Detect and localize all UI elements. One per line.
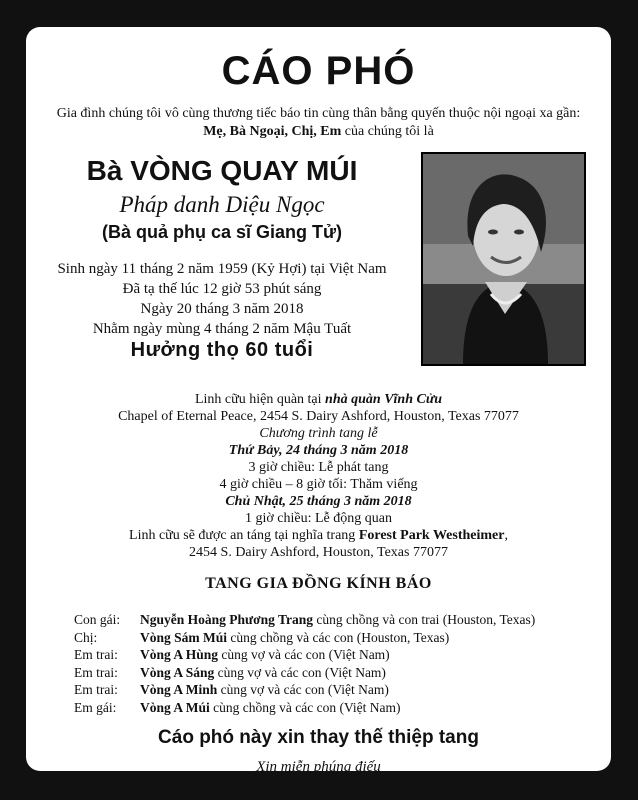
lunar-date: Nhằm ngày mùng 4 tháng 2 năm Mậu Tuất bbox=[92, 321, 352, 337]
list-item bbox=[74, 646, 535, 664]
page-title: CÁO PHÓ bbox=[221, 49, 416, 93]
relative-detail: cùng chồng và các con (Việt Nam) bbox=[209, 699, 401, 715]
passing-time: Đã tạ thế lúc 12 giờ 53 phút sáng bbox=[122, 281, 322, 297]
day2-event-1: 1 giờ chiều: Lễ động quan bbox=[245, 511, 392, 526]
day1-event-1: 3 giờ chiều: Lễ phát tang bbox=[248, 460, 389, 475]
relatives-list bbox=[74, 611, 535, 716]
program-title: Chương trình tang lễ bbox=[259, 426, 378, 441]
relative-detail: cùng vợ và các con (Việt Nam) bbox=[217, 682, 389, 697]
relative-detail: cùng vợ và các con (Việt Nam) bbox=[218, 647, 390, 662]
list-item bbox=[74, 611, 535, 629]
passing-date: Ngày 20 tháng 3 năm 2018 bbox=[140, 301, 304, 317]
day1-event-2: 4 giờ chiều – 8 giờ tối: Thăm viếng bbox=[219, 477, 418, 492]
dharma-name: Pháp danh Diệu Ngọc bbox=[119, 192, 325, 217]
relation-label: Em trai: bbox=[74, 647, 118, 662]
intro-text bbox=[26, 105, 611, 141]
closing-statement: Cáo phó này xin thay thế thiệp tang bbox=[158, 727, 479, 748]
day2-date: Chủ Nhật, 25 tháng 3 năm 2018 bbox=[225, 494, 412, 509]
relative-detail: cùng vợ và các con (Việt Nam) bbox=[214, 664, 386, 680]
relation-label: Em trai: bbox=[74, 682, 118, 697]
intro-line-1: Gia đình chúng tôi vô cùng thương tiếc báo tin cùng thân bằng quyến thuộc nội ngoại xa gần: bbox=[56, 106, 581, 121]
deceased-name: Bà VÒNG QUAY MÚI bbox=[86, 155, 358, 186]
relative-name: Vòng A Sáng bbox=[140, 664, 215, 680]
viewing-location-prefix: Linh cữu hiện quàn tại bbox=[194, 392, 326, 407]
relation-label: Con gái: bbox=[74, 612, 121, 627]
intro-line-2 bbox=[26, 123, 611, 141]
relation-label: Chị: bbox=[74, 629, 98, 645]
relative-name: Nguyễn Hoàng Phương Trang bbox=[140, 612, 313, 627]
relative-detail: cùng chồng và các con (Houston, Texas) bbox=[227, 629, 450, 645]
family-announcement: TANG GIA ĐỒNG KÍNH BÁO bbox=[205, 575, 432, 592]
relative-name: Vòng Sám Múi bbox=[140, 629, 228, 645]
obituary-card bbox=[26, 27, 611, 775]
list-item bbox=[74, 664, 535, 682]
intro-family-roles: Mẹ, Bà Ngoại, Chị, Em bbox=[203, 124, 342, 139]
life-dates bbox=[26, 259, 418, 339]
closing-request: Xin miễn phúng điếu bbox=[256, 759, 381, 775]
burial-location bbox=[26, 527, 611, 544]
relative-name: Vòng A Múi bbox=[140, 699, 210, 715]
relation-label: Em trai: bbox=[74, 664, 118, 680]
relative-name: Vòng A Hùng bbox=[140, 647, 219, 662]
service-info bbox=[26, 391, 611, 561]
viewing-location bbox=[26, 391, 611, 408]
birth-info: Sinh ngày 11 tháng 2 năm 1959 (Kỷ Hợi) tại Việt Nam bbox=[57, 261, 387, 277]
day1-date: Thứ Bảy, 24 tháng 3 năm 2018 bbox=[228, 443, 409, 458]
relative-name: Vòng A Minh bbox=[140, 682, 218, 697]
intro-line-2-rest: của chúng tôi là bbox=[341, 124, 434, 139]
widow-note: (Bà quả phụ ca sĩ Giang Tử) bbox=[101, 222, 343, 242]
burial-suffix: , bbox=[504, 528, 508, 543]
list-item bbox=[74, 681, 535, 699]
list-item bbox=[74, 699, 535, 717]
burial-prefix: Linh cữu sẽ được an táng tại nghĩa trang bbox=[129, 528, 359, 543]
cemetery-address: 2454 S. Dairy Ashford, Houston, Texas 77077 bbox=[189, 545, 448, 560]
funeral-home-name: nhà quàn Vĩnh Cửu bbox=[325, 392, 443, 407]
portrait-photo bbox=[421, 152, 586, 366]
age-at-death: Hưởng thọ 60 tuổi bbox=[130, 339, 314, 361]
relation-label: Em gái: bbox=[74, 699, 117, 715]
cemetery-name: Forest Park Westheimer bbox=[358, 528, 505, 543]
relative-detail: cùng chồng và con trai (Houston, Texas) bbox=[313, 612, 536, 627]
list-item bbox=[74, 629, 535, 647]
funeral-home-address: Chapel of Eternal Peace, 2454 S. Dairy Ashford, Houston, Texas 77077 bbox=[118, 409, 519, 424]
